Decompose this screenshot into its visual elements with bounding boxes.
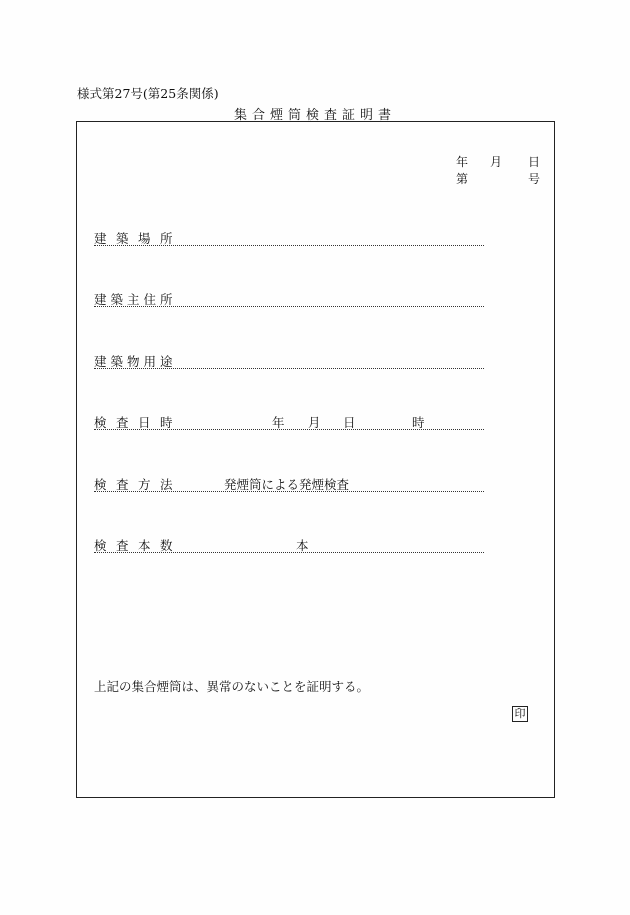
datetime-day: 日 [343, 415, 356, 430]
date-month: 月 [490, 155, 503, 169]
date-year: 年 [456, 155, 469, 169]
field-label: 建築場所 [94, 231, 183, 246]
seal-mark: 印 [512, 706, 528, 722]
count-unit: 本 [296, 538, 309, 553]
certificate-frame [76, 121, 555, 798]
datetime-year: 年 [272, 415, 285, 430]
certification-statement: 上記の集合煙筒は、異常のないことを証明する。 [94, 679, 370, 694]
field-owner-address[interactable] [94, 290, 484, 307]
method-value: 発煙筒による発煙検査 [224, 477, 350, 492]
datetime-month: 月 [308, 415, 321, 430]
number-prefix: 第 [456, 172, 469, 186]
datetime-hour: 時 [412, 415, 425, 430]
form-number: 様式第27号(第25条関係) [77, 86, 219, 101]
field-label: 検査日時 [94, 415, 183, 430]
date-day: 日 [528, 155, 541, 169]
field-building-location[interactable] [94, 229, 484, 246]
document-title: 集合煙筒検査証明書 [233, 108, 396, 123]
field-label: 建築主住所 [94, 292, 177, 307]
field-label: 建築物用途 [94, 354, 177, 369]
number-suffix: 号 [528, 172, 541, 186]
field-label: 検査方法 [94, 477, 183, 492]
field-label: 検査本数 [94, 538, 183, 553]
field-building-use[interactable] [94, 352, 484, 369]
field-inspection-count[interactable] [94, 536, 484, 553]
field-inspection-method[interactable] [94, 475, 484, 492]
field-inspection-datetime[interactable] [94, 413, 484, 430]
